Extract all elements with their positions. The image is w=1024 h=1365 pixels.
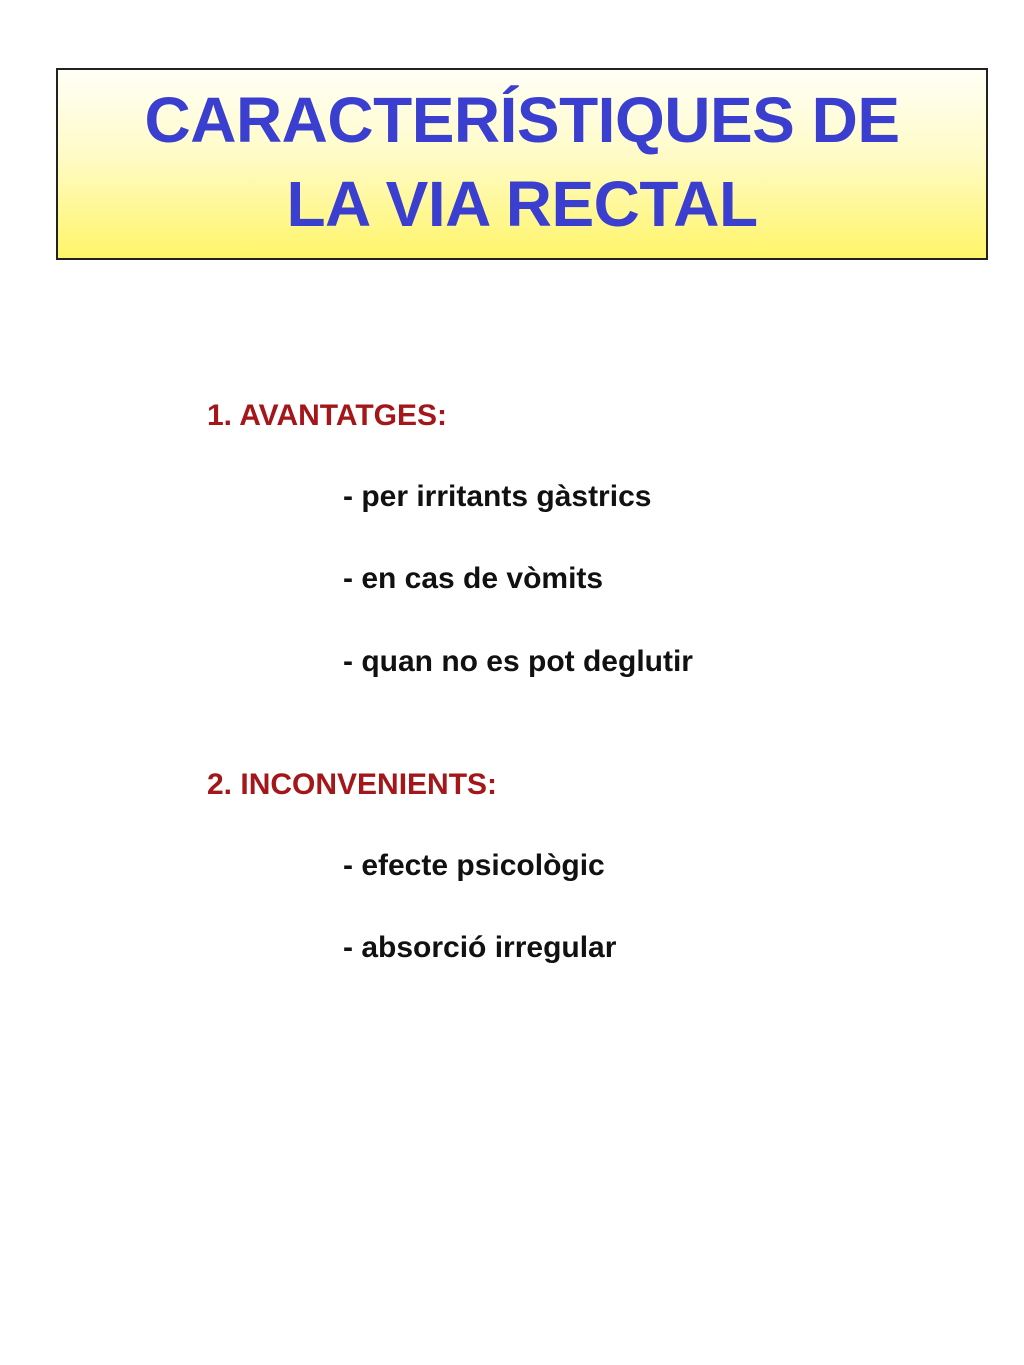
section-heading-advantages: 1. AVANTATGES: (207, 399, 447, 432)
list-item-advantage-3: - quan no es pot deglutir (343, 645, 693, 678)
title-box (56, 68, 988, 260)
title-line-1: CARACTERÍSTIQUES DE (144, 84, 900, 156)
list-item-disadvantage-1: - efecte psicològic (343, 849, 605, 882)
title-line-2: LA VIA RECTAL (286, 168, 758, 240)
list-item-advantage-2: - en cas de vòmits (343, 562, 604, 595)
list-item-disadvantage-2: - absorció irregular (343, 931, 617, 964)
list-item-advantage-1: - per irritants gàstrics (343, 480, 652, 513)
section-heading-disadvantages: 2. INCONVENIENTS: (207, 768, 498, 801)
